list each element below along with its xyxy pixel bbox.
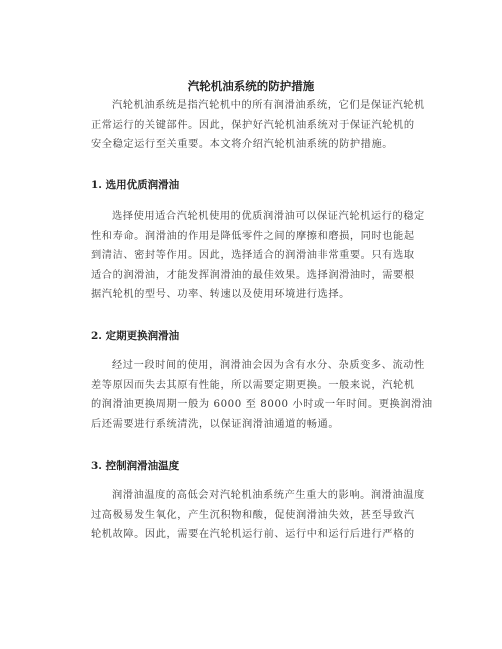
section-3-line: 润滑油温度的高低会对汽轮机油系统产生重大的影响。润滑油温度	[112, 490, 425, 501]
section-2-line: 差等原因而失去其原有性能，所以需要定期更换。一般来说，汽轮机	[91, 379, 415, 391]
section-3-line: 轮机故障。因此，需要在汽轮机运行前、运行中和运行后进行严格的	[91, 529, 415, 540]
section-1-paragraph	[91, 207, 425, 305]
intro-line: 汽轮机油系统是指汽轮机中的所有润滑油系统，它们是保证汽轮机	[112, 100, 425, 111]
section-2-line: 经过一段时间的使用，润滑油会因为含有水分、杂质变多、流动性	[112, 360, 425, 371]
section-3-heading: 3. 控制润滑油温度	[91, 460, 180, 472]
section-1-line: 据汽轮机的型号、功率、转速以及使用环境进行选择。	[91, 289, 350, 300]
section-1-line: 到清洁、密封等作用。因此，选择适合的润滑油非常重要。只有选取	[91, 250, 415, 261]
intro-line: 正常运行的关键部件。因此，保护好汽轮机油系统对于保证汽轮机的	[91, 119, 415, 131]
section-2-line: 的润滑油更换周期一般为 6000 至 8000 小时或一年时间。更换润滑油	[91, 399, 433, 410]
section-2-paragraph	[91, 356, 433, 434]
section-2-heading: 2. 定期更换润滑油	[91, 330, 180, 342]
intro-paragraph	[91, 96, 425, 155]
document-title: 汽轮机油系统的防护措施	[187, 79, 315, 93]
section-1-line: 选择使用适合汽轮机使用的优质润滑油可以保证汽轮机运行的稳定	[112, 211, 425, 222]
section-3-line: 过高极易发生氧化，产生沉积物和酸，促使润滑油失效，甚至导致汽	[91, 509, 415, 521]
section-3-paragraph	[91, 486, 425, 545]
section-1-line: 适合的润滑油，才能发挥润滑油的最佳效果。选择润滑油时，需要根	[91, 269, 415, 281]
intro-line: 安全稳定运行至关重要。本文将介绍汽轮机油系统的防护措施。	[91, 139, 394, 150]
section-2-line: 后还需要进行系统清洗，以保证润滑油通道的畅通。	[91, 418, 340, 430]
section-1-line: 性和寿命。润滑油的作用是降低零件之间的摩擦和磨损，同时也能起	[91, 230, 415, 242]
section-1-heading: 1. 选用优质润滑油	[91, 179, 180, 191]
